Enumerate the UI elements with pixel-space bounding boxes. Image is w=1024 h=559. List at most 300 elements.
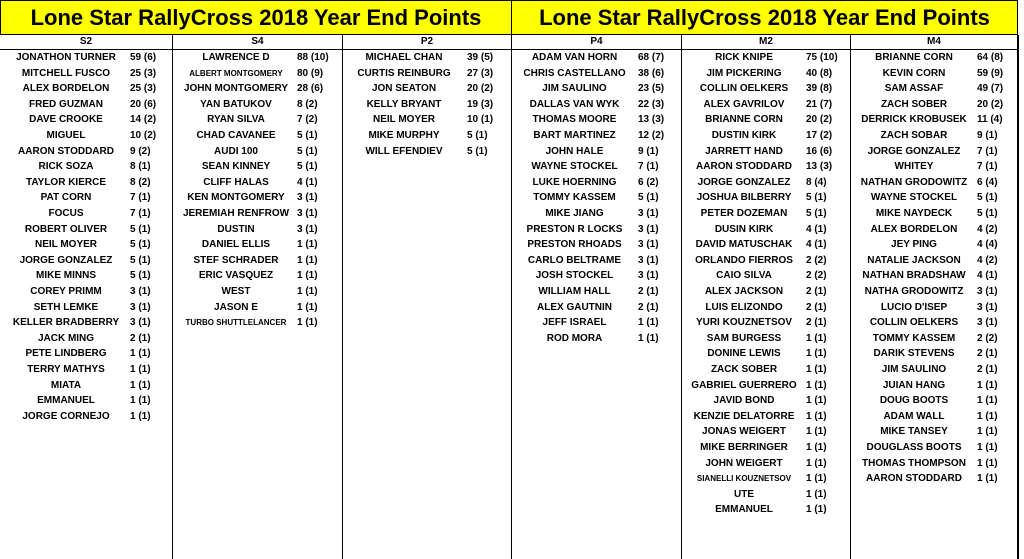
driver-points: 3 (1): [638, 239, 659, 251]
header-p4: P4: [512, 35, 682, 50]
driver-points: 1 (1): [806, 504, 827, 516]
column-m4: [851, 50, 1018, 559]
driver-points: 4 (1): [977, 270, 998, 282]
column-p2: [343, 50, 512, 559]
sheet-right-edge: [1018, 35, 1024, 559]
table-row: [512, 190, 681, 206]
driver-name: JEFF ISRAEL: [542, 317, 607, 329]
table-row: [512, 222, 681, 238]
driver-points: 7 (1): [977, 145, 998, 157]
driver-points: 49 (7): [977, 83, 1004, 95]
driver-name: TERRY MATHYS: [27, 364, 105, 375]
driver-points: 3 (1): [638, 270, 659, 282]
table-row: [0, 66, 172, 82]
table-row: [0, 112, 172, 128]
column-m2: [682, 50, 851, 559]
table-row: [0, 253, 172, 269]
table-row: [0, 268, 172, 284]
driver-name: BRIANNE CORN: [875, 52, 953, 63]
driver-points: 1 (1): [806, 473, 827, 485]
driver-name: ALEX GAUTNIN: [537, 301, 612, 313]
table-row: [512, 128, 681, 144]
table-row: [343, 144, 511, 160]
column-p4: [512, 50, 682, 559]
driver-name: DERRICK KROBUSEK: [861, 114, 967, 126]
driver-name: ZACH SOBAR: [880, 130, 948, 141]
driver-name: SAM ASSAF: [884, 83, 944, 95]
table-row: [512, 268, 681, 284]
driver-points: 3 (1): [130, 286, 151, 297]
driver-points: 2 (1): [806, 301, 827, 313]
driver-name: DANIEL ELLIS: [201, 239, 271, 251]
driver-points: 3 (1): [297, 223, 318, 235]
driver-name: CHRIS CASTELLANO: [523, 67, 626, 79]
driver-points: 1 (1): [638, 317, 659, 329]
driver-points: 14 (2): [130, 114, 157, 126]
driver-name: NATHA GRODOWITZ: [864, 286, 964, 297]
driver-name: DARIK STEVENS: [873, 348, 955, 360]
driver-points: 1 (1): [130, 395, 151, 407]
driver-name: CARLO BELTRAME: [527, 254, 622, 266]
driver-points: 8 (1): [130, 161, 151, 173]
table-row: [0, 284, 172, 300]
driver-points: 7 (1): [977, 161, 998, 173]
driver-points: 3 (1): [638, 223, 659, 235]
table-row: [512, 315, 681, 331]
table-row: [512, 50, 681, 66]
driver-points: 1 (1): [977, 473, 998, 485]
table-row: [682, 253, 850, 269]
table-row: [851, 315, 1017, 331]
table-row: [0, 81, 172, 97]
driver-points: 21 (7): [806, 98, 833, 110]
table-row: [512, 284, 681, 300]
table-row: [173, 50, 342, 66]
driver-name: JACK MING: [37, 332, 95, 344]
table-row: [851, 253, 1017, 269]
driver-name: WEST: [221, 286, 251, 297]
table-row: [0, 222, 172, 238]
driver-points: 1 (1): [806, 379, 827, 391]
driver-points: 5 (1): [467, 130, 488, 141]
driver-points: 3 (1): [130, 317, 151, 329]
driver-points: 8 (2): [297, 98, 318, 110]
header-s2: S2: [0, 35, 173, 50]
driver-points: 17 (2): [806, 130, 833, 141]
driver-name: KENZIE DELATORRE: [693, 410, 795, 422]
table-row: [173, 128, 342, 144]
driver-name: LUIS ELIZONDO: [705, 301, 783, 313]
driver-name: CURTIS REINBURG: [357, 67, 451, 79]
table-row: [512, 206, 681, 222]
driver-points: 2 (1): [806, 317, 827, 329]
table-row: [682, 424, 850, 440]
driver-name: CLIFF HALAS: [203, 176, 269, 188]
driver-name: JORGE GONZALEZ: [867, 145, 961, 157]
table-row: [173, 144, 342, 160]
driver-name: PETE LINDBERG: [25, 348, 107, 360]
driver-name: PETER DOZEMAN: [700, 208, 788, 219]
driver-name: LUKE HOERNING: [532, 176, 617, 188]
driver-name: DAVE CROOKE: [29, 114, 103, 126]
driver-points: 4 (1): [297, 176, 318, 188]
table-row: [851, 159, 1017, 175]
table-row: [851, 112, 1017, 128]
driver-name: MIKE NAYDECK: [875, 208, 953, 219]
driver-name: UTE: [734, 488, 754, 500]
driver-name: LUCIO D'ISEP: [880, 301, 948, 313]
driver-name: KELLY BRYANT: [366, 98, 442, 110]
driver-name: JOHN WEIGERT: [705, 457, 783, 469]
driver-name: ALBERT MONTGOMERY: [189, 68, 283, 78]
driver-name: ADAM WALL: [883, 410, 945, 422]
driver-points: 2 (1): [130, 332, 151, 344]
header-s4: S4: [173, 35, 343, 50]
driver-points: 40 (8): [806, 67, 833, 79]
table-row: [0, 362, 172, 378]
driver-points: 1 (1): [297, 270, 318, 282]
driver-name: PAT CORN: [40, 192, 92, 204]
table-row: [851, 378, 1017, 394]
driver-name: ZACH SOBER: [880, 98, 948, 110]
table-row: [682, 97, 850, 113]
driver-name: PRESTON R LOCKS: [526, 223, 623, 235]
driver-points: 3 (1): [297, 192, 318, 204]
table-row: [682, 50, 850, 66]
driver-name: COLLIN OELKERS: [699, 83, 789, 95]
driver-points: 1 (1): [297, 301, 318, 313]
table-row: [682, 331, 850, 347]
driver-name: TOMMY KASSEM: [872, 332, 956, 344]
driver-name: RYAN SILVA: [207, 114, 265, 126]
driver-points: 80 (9): [297, 67, 324, 79]
driver-name: DOUG BOOTS: [879, 395, 949, 407]
driver-points: 1 (1): [977, 457, 998, 469]
driver-name: THOMAS MOORE: [532, 114, 617, 126]
header-p2: P2: [343, 35, 512, 50]
table-row: [0, 190, 172, 206]
driver-name: WILL EFENDIEV: [365, 145, 443, 157]
driver-name: AARON STODDARD: [696, 161, 792, 173]
table-row: [851, 284, 1017, 300]
table-row: [682, 487, 850, 503]
driver-points: 5 (1): [130, 254, 151, 266]
driver-points: 2 (1): [977, 348, 998, 360]
table-row: [851, 346, 1017, 362]
table-row: [173, 284, 342, 300]
driver-name: SEAN KINNEY: [201, 161, 271, 173]
driver-name: MIKE BERRINGER: [700, 442, 788, 453]
driver-points: 13 (3): [806, 161, 833, 173]
table-row: [682, 346, 850, 362]
driver-name: ALEX BORDELON: [870, 223, 958, 235]
driver-points: 1 (1): [977, 379, 998, 391]
driver-points: 13 (3): [638, 114, 665, 126]
table-row: [173, 253, 342, 269]
table-row: [173, 315, 342, 331]
driver-name: JIM PICKERING: [706, 67, 782, 79]
driver-name: TURBO SHUTTLELANCER: [185, 318, 287, 328]
table-row: [851, 456, 1017, 472]
table-row: [173, 66, 342, 82]
driver-name: CHAD CAVANEE: [196, 130, 276, 141]
driver-name: JUIAN HANG: [882, 379, 946, 391]
driver-name: FRED GUZMAN: [29, 98, 103, 110]
driver-name: JOSH STOCKEL: [535, 270, 614, 282]
driver-points: 25 (3): [130, 67, 157, 79]
table-row: [0, 300, 172, 316]
driver-points: 20 (6): [130, 98, 157, 110]
driver-name: DUSTIN KIRK: [711, 130, 777, 141]
table-row: [0, 346, 172, 362]
table-row: [682, 159, 850, 175]
driver-points: 1 (1): [297, 239, 318, 251]
driver-name: ORLANDO FIERROS: [695, 254, 793, 266]
table-row: [682, 175, 850, 191]
driver-name: MIATA: [50, 379, 82, 391]
driver-points: 20 (2): [977, 98, 1004, 110]
driver-name: MITCHELL FUSCO: [21, 67, 111, 79]
table-row: [682, 409, 850, 425]
driver-points: 1 (1): [638, 332, 659, 344]
driver-points: 8 (4): [806, 176, 827, 188]
table-row: [343, 112, 511, 128]
driver-points: 64 (8): [977, 52, 1004, 63]
driver-points: 68 (7): [638, 52, 665, 63]
table-row: [343, 128, 511, 144]
driver-name: SIANELLI KOUZNETSOV: [696, 474, 792, 484]
driver-points: 5 (1): [977, 192, 998, 204]
driver-name: YURI KOUZNETSOV: [695, 317, 793, 329]
driver-name: NATHAN BRADSHAW: [862, 270, 966, 282]
driver-name: JORGE GONZALEZ: [697, 176, 791, 188]
driver-points: 1 (1): [130, 364, 151, 375]
driver-points: 1 (1): [130, 348, 151, 360]
driver-name: LAWRENCE D: [202, 52, 270, 63]
table-row: [851, 268, 1017, 284]
driver-points: 3 (1): [638, 208, 659, 219]
table-row: [173, 159, 342, 175]
driver-points: 19 (3): [467, 98, 494, 110]
table-row: [851, 393, 1017, 409]
driver-points: 6 (2): [638, 176, 659, 188]
driver-name: CAIO SILVA: [716, 270, 772, 282]
table-row: [512, 81, 681, 97]
table-row: [851, 300, 1017, 316]
driver-name: JON SEATON: [371, 83, 437, 95]
driver-points: 1 (1): [806, 332, 827, 344]
table-row: [0, 393, 172, 409]
driver-points: 1 (1): [806, 442, 827, 453]
driver-name: JONAS WEIGERT: [702, 426, 786, 438]
driver-name: BART MARTINEZ: [533, 130, 616, 141]
driver-name: ALEX JACKSON: [704, 286, 784, 297]
driver-points: 16 (6): [806, 145, 833, 157]
table-row: [0, 331, 172, 347]
driver-points: 5 (1): [130, 223, 151, 235]
driver-points: 2 (2): [977, 332, 998, 344]
driver-name: THOMAS THOMPSON: [862, 457, 966, 469]
driver-name: EMMANUEL: [37, 395, 95, 407]
table-row: [0, 409, 172, 425]
column-s2: [0, 50, 173, 559]
title-banner-right: Lone Star RallyCross 2018 Year End Points: [511, 0, 1018, 35]
driver-points: 10 (2): [130, 130, 157, 141]
driver-name: MIKE MINNS: [36, 270, 96, 282]
table-row: [851, 237, 1017, 253]
driver-points: 1 (1): [977, 410, 998, 422]
table-row: [682, 378, 850, 394]
table-row: [851, 66, 1017, 82]
driver-points: 20 (2): [806, 114, 833, 126]
driver-name: WAYNE STOCKEL: [870, 192, 958, 204]
driver-points: 5 (1): [467, 145, 488, 157]
driver-name: JAVID BOND: [713, 395, 775, 407]
table-row: [682, 456, 850, 472]
table-row: [851, 222, 1017, 238]
driver-points: 12 (2): [638, 130, 665, 141]
driver-name: ADAM VAN HORN: [531, 52, 618, 63]
driver-name: DUSIN KIRK: [714, 223, 774, 235]
driver-points: 88 (10): [297, 52, 329, 63]
table-row: [851, 206, 1017, 222]
driver-points: 2 (1): [977, 364, 998, 375]
driver-points: 7 (1): [130, 208, 151, 219]
driver-points: 1 (1): [806, 364, 827, 375]
driver-name: DUSTIN: [217, 223, 255, 235]
table-row: [173, 237, 342, 253]
driver-name: WHITEY: [894, 161, 934, 173]
driver-points: 22 (3): [638, 98, 665, 110]
driver-points: 38 (6): [638, 67, 665, 79]
driver-name: NATALIE JACKSON: [867, 254, 961, 266]
driver-name: SETH LEMKE: [33, 301, 99, 313]
table-row: [851, 471, 1017, 487]
driver-points: 1 (1): [806, 348, 827, 360]
table-row: [512, 175, 681, 191]
driver-points: 8 (2): [130, 176, 151, 188]
driver-points: 1 (1): [977, 426, 998, 438]
table-row: [682, 393, 850, 409]
driver-name: MIKE MURPHY: [368, 130, 440, 141]
driver-points: 59 (6): [130, 52, 157, 63]
driver-name: DONINE LEWIS: [707, 348, 781, 360]
table-row: [682, 128, 850, 144]
driver-points: 5 (1): [806, 208, 827, 219]
driver-points: 5 (1): [130, 239, 151, 251]
table-row: [851, 409, 1017, 425]
driver-points: 7 (1): [130, 192, 151, 204]
table-row: [682, 190, 850, 206]
driver-name: JIM SAULINO: [542, 83, 607, 95]
driver-name: PRESTON RHOADS: [527, 239, 622, 251]
table-row: [0, 97, 172, 113]
driver-points: 2 (1): [638, 286, 659, 297]
title-banner-left: Lone Star RallyCross 2018 Year End Points: [0, 0, 512, 35]
driver-points: 2 (2): [806, 270, 827, 282]
table-row: [682, 268, 850, 284]
table-row: [343, 81, 511, 97]
header-m4: M4: [851, 35, 1018, 50]
driver-points: 1 (1): [130, 379, 151, 391]
driver-points: 5 (1): [297, 161, 318, 173]
driver-name: ROD MORA: [546, 332, 603, 344]
driver-points: 59 (9): [977, 67, 1004, 79]
driver-name: MIKE TANSEY: [880, 426, 948, 438]
driver-points: 7 (2): [297, 114, 318, 126]
class-header-row: [0, 35, 1024, 50]
driver-name: YAN BATUKOV: [200, 98, 272, 110]
table-row: [0, 144, 172, 160]
driver-name: JEY PING: [891, 239, 937, 251]
table-row: [682, 112, 850, 128]
driver-points: 3 (1): [977, 317, 998, 329]
table-row: [851, 190, 1017, 206]
title-banner-row: [0, 0, 1024, 35]
driver-name: MIGUEL: [46, 130, 86, 141]
driver-points: 1 (1): [297, 254, 318, 266]
driver-name: NEIL MOYER: [372, 114, 436, 126]
driver-name: STEF SCHRADER: [193, 254, 279, 266]
table-row: [512, 331, 681, 347]
table-row: [343, 97, 511, 113]
driver-points: 1 (1): [806, 395, 827, 407]
driver-name: COLLIN OELKERS: [869, 317, 959, 329]
table-row: [851, 50, 1017, 66]
table-row: [851, 81, 1017, 97]
driver-points: 1 (1): [130, 410, 151, 422]
table-row: [173, 222, 342, 238]
table-row: [851, 440, 1017, 456]
driver-points: 2 (1): [806, 286, 827, 297]
table-row: [0, 237, 172, 253]
driver-name: FOCUS: [48, 208, 84, 219]
driver-points: 3 (1): [130, 301, 151, 313]
table-row: [682, 471, 850, 487]
driver-points: 2 (1): [638, 301, 659, 313]
driver-name: DALLAS VAN WYK: [529, 98, 620, 110]
column-s4: [173, 50, 343, 559]
driver-points: 1 (1): [297, 286, 318, 297]
driver-points: 5 (1): [638, 192, 659, 204]
driver-name: WAYNE STOCKEL: [531, 161, 618, 173]
driver-name: AARON STODDARD: [866, 473, 962, 485]
table-row: [512, 97, 681, 113]
driver-name: EMMANUEL: [715, 504, 773, 516]
driver-name: JARRETT HAND: [705, 145, 783, 157]
driver-points: 3 (1): [977, 286, 998, 297]
driver-name: SAM BURGESS: [706, 332, 782, 344]
driver-points: 3 (1): [977, 301, 998, 313]
driver-points: 5 (1): [130, 270, 151, 282]
driver-name: AUDI 100: [214, 145, 258, 157]
table-row: [851, 175, 1017, 191]
driver-name: ZACK SOBER: [710, 364, 778, 375]
driver-name: RICK KNIPE: [715, 52, 773, 63]
table-row: [343, 66, 511, 82]
driver-points: 3 (1): [638, 254, 659, 266]
driver-name: DOUGLASS BOOTS: [866, 442, 962, 453]
table-row: [173, 81, 342, 97]
table-row: [173, 112, 342, 128]
driver-points: 1 (1): [977, 395, 998, 407]
table-row: [512, 144, 681, 160]
header-m2: M2: [682, 35, 851, 50]
driver-name: NATHAN GRODOWITZ: [860, 176, 968, 188]
driver-name: BRIANNE CORN: [705, 114, 783, 126]
driver-name: WILLIAM HALL: [538, 286, 611, 297]
table-row: [173, 190, 342, 206]
